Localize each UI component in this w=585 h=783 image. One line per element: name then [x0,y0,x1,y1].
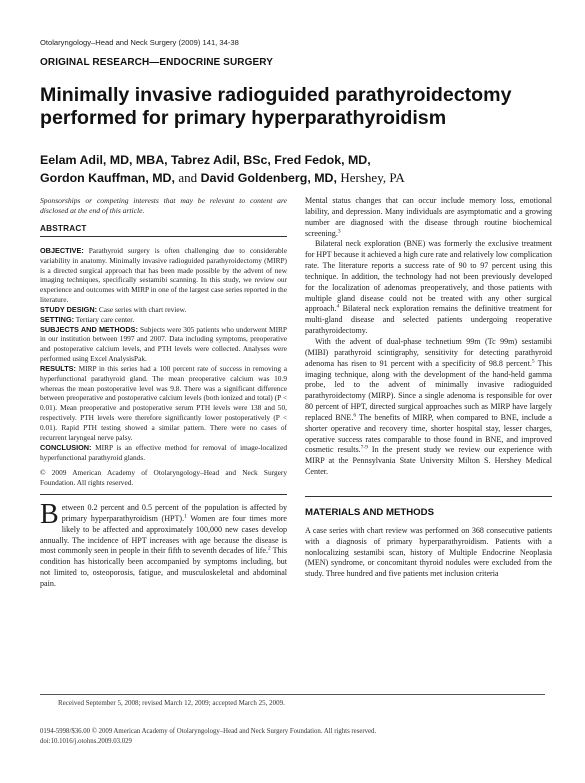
author-line-1: Eelam Adil, MD, MBA, Tabrez Adil, BSc, Fred Fedok, MD, [40,153,371,167]
body-text: Bilateral neck exploration remains the definitive treatment for multi-gland disease and selected patients undergoing reoperative parathyroidectomy. [305,304,552,336]
intro-text-c: This condition has historically been accompanied by symptoms including, but not limited to, osteoporosis, fatigue, and musculoskeletal and abdominal pain. [40,546,287,588]
abstract-design [40,305,287,315]
citation-ref: 6 [353,412,357,419]
citation-ref: 3 [337,227,341,234]
setting-label: SETTING: [40,314,75,324]
abstract-subjects [40,325,287,364]
citation-ref: 4 [336,303,340,310]
author-last: David Goldenberg, MD, [200,171,337,185]
setting-text: Tertiary care center. [75,314,135,324]
results-text: MIRP in this series had a 100 percent rate of success in removing a hyperfunctional parathyroid gland. The mean preoperative calcium was 10.9 whereas the mean postoperative level was 9.8. There was a significant difference between preoperative and postoperative calcium levels (both ionized and total) (P < 0.01). Mean preoperative and postoperative serum PTH levels were 138 and 50, respectively. PTH levels were therefore significantly lower postoperatively (P < 0.01). Rapid PTH testing showed a similar pattern. There were no cases of recurrent laryngeal nerve palsy. [40,363,287,442]
author-and: and [178,170,198,185]
section-label: ORIGINAL RESEARCH—ENDOCRINE SURGERY [40,57,273,68]
abstract-results [40,364,287,443]
footer-divider [40,694,545,695]
journal-reference: Otolaryngology–Head and Neck Surgery (2009) 141, 34-38 [40,38,239,47]
design-text: Case series with chart review. [98,304,187,314]
author-line-2 [40,169,560,187]
citation-ref: 1 [184,513,187,520]
article-title: Minimally invasive radioguided parathyroidectomy performed for primary hyperparathyroidism [40,84,512,129]
citation-ref: 7-9 [360,444,368,451]
body-paragraph-2 [305,239,552,337]
drop-cap: B [40,499,59,531]
abstract-heading: ABSTRACT [40,224,287,237]
methods-heading: MATERIALS AND METHODS [305,496,552,518]
author-names: Gordon Kauffman, MD, [40,171,175,185]
abstract-copyright: © 2009 American Academy of Otolaryngology–Head and Neck Surgery Foundation. All rights reserved. [40,468,287,488]
intro-text-a: etween 0.2 percent and 0.5 percent of the population is affected by primary hyperparathyroidism (HPT). [61,503,287,523]
conclusion-label: CONCLUSION: [40,442,92,452]
body-text: Bilateral neck exploration (BNE) was formerly the exclusive treatment for HPT because it achieved a high cure rate and relatively low complication rate. The literature reports a success rate of 90 to 97 percent using this technique. In addition, the technology had not been previously developed for the localization of adenomas preoperatively, and those patients with multiple gland disease could not be treated with any other surgical approach. [305,239,552,314]
received-dates: Received September 5, 2008; revised March 12, 2009; accepted March 25, 2009. [58,699,285,707]
methods-paragraph: A case series with chart review was performed on 368 consecutive patients with a diagnosis of primary hyperparathyroidism. Patients with a nonlocalizing sestamibi scan, history of Multiple Endocrine Neoplasia (MEN) syndrome, or concomitant thyroid nodules were excluded from the study. Three hundred and five patients met inclusion criteria [305,525,552,579]
intro-paragraph [40,499,287,590]
right-column [305,196,552,580]
conclusion-text: MIRP is an effective method for removal of image-localized hyperfunctional parathyroid glands. [40,442,287,462]
results-label: RESULTS: [40,363,76,373]
abstract-divider [40,494,287,495]
sponsorship-note: Sponsorships or competing interests that may be relevant to content are disclosed at the end of this article. [40,196,287,216]
body-text: This imaging technique, along with the development of the hand-held gamma probe, led to the advent of minimally invasive radioguided parathyroidectomy (MIRP). Since a single adenoma is responsible for over 80 percent of HPT, directed surgical approaches such as MIRP have largely replaced BNE. [305,358,552,422]
abstract-objective [40,246,287,305]
body-text: The benefits of MIRP, when compared to BNE, include a shorter operative and recovery time, shorter hospital stay, lesser charges, operative success rates comparable to those found in BNE, and improved cosmetic results. [305,412,552,455]
citation-ref: 2 [267,545,271,552]
author-list [40,151,560,187]
subjects-text: Subjects were 305 patients who underwent MIRP in our institution between 1997 and 2007. Data including symptoms, preoperative and postoperative calcium levels, and PTH levels were collected. Analyses were performed using Excel AnalysisPak. [40,324,287,364]
body-text: Mental status changes that can occur include memory loss, emotional lability, and depression. Many individuals are asymptomatic and a growing number are diagnosed with the disease through routine biochemical screening. [305,196,552,238]
subjects-label: SUBJECTS AND METHODS: [40,324,138,334]
issn-line: 0194-5998/$36.00 © 2009 American Academy of Otolaryngology–Head and Neck Surgery Foundation. All rights reserved. [40,728,377,735]
copyright-footer [40,727,376,747]
intro-text-b: Women are four times more likely to be affected and approximately 100,000 new cases develop annually. The incidence of HPT increases with age because the disease is most commonly seen in people in their fifth to seventh decades of life. [40,513,287,556]
abstract-conclusion [40,443,287,463]
body-text: In the present study we review our experience with MIRP at the Pennsylvania State University Milton S. Hershey Medical Center. [305,445,552,477]
objective-text: Parathyroid surgery is often challenging due to considerable variability in anatomy. Minimally invasive radioguided parathyroidectomy (MIRP) is a directed surgical approach that has been made possible by the advent of new imaging techniques, specifically sestamibi scanning. In this study, we review our experience and outcomes with MIRP in one of the largest case series reported in the literature. [40,245,287,305]
objective-label: OBJECTIVE: [40,245,84,255]
body-text: With the advent of dual-phase technetium 99m (Tc 99m) sestamibi (MIBI) parathyroid scintigraphy, sensitivity for detecting parathyroid adenoma has risen to 91 percent with a specificity of 98.8 percent. [305,336,552,368]
doi-line: doi:10.1016/j.otohns.2009.03.029 [40,738,132,745]
abstract-setting [40,315,287,325]
body-paragraph-3 [305,337,552,478]
body-paragraph-1 [305,196,552,239]
author-location: Hershey, PA [340,170,405,185]
design-label: STUDY DESIGN: [40,304,98,314]
citation-ref: 5 [531,357,535,364]
left-column [40,196,287,590]
